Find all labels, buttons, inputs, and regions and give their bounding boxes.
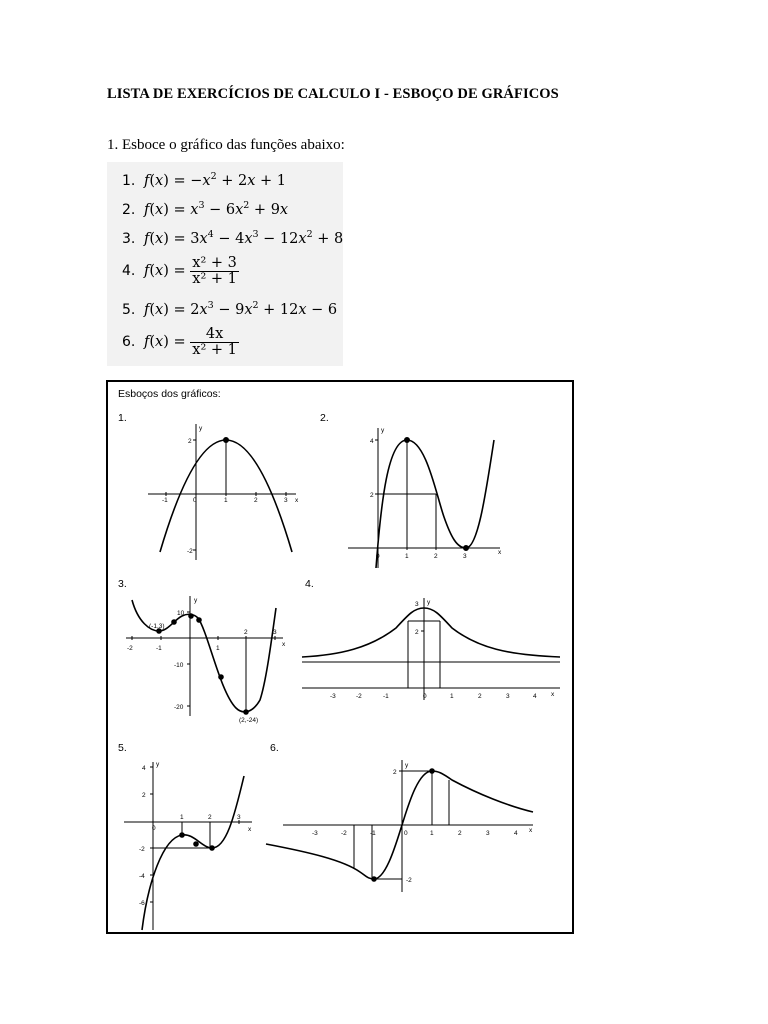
equation-5: 5. $f(x) = 2x^3 - 9x^2 + 12x - 6$ [122,300,338,318]
graph-1-y-label: y [199,425,203,432]
graph-1-tick-x-2: 2 [254,497,258,504]
graph-1-tick-x-3: 3 [284,497,288,504]
graph-3-y-label: y [194,597,198,604]
graph-5-tick-y-neg6: -6 [139,900,145,907]
graph-2-tick-y-4: 4 [370,438,374,445]
graph-5-curve [142,776,244,930]
graph-5-tick-y-2: 2 [142,792,146,799]
graph-3-tick-x-2: 2 [244,629,248,636]
graph-3-x-label: x [282,641,286,648]
graph-2-curve [376,440,494,568]
graph-3-point-min [244,710,249,715]
graph-2-tick-x-2: 2 [434,553,438,560]
graph-3-tick-x-neg2: -2 [127,645,133,652]
graph-5-tick-y-neg2: -2 [139,846,145,853]
graph-4-tick-x-4: 4 [533,693,537,700]
graph-6-tick-x-3: 3 [486,830,490,837]
graph-4-tick-x-neg1: -1 [383,693,389,700]
sketch-label-1: 1. [118,412,127,424]
graph-1-tick-y-2: 2 [188,438,192,445]
graph-3-tick-y-neg20: -20 [174,704,184,711]
fraction-6: $\frac{4x}{\text{x² + 1}}$ [192,326,237,358]
graph-3-tick-y-10: 10 [177,610,185,617]
graph-3-point-e [219,675,224,680]
graph-1-tick-x-0: 0 [193,497,197,504]
graph-5-tick-y-neg4: -4 [139,873,145,880]
graph-1-tick-x-1: 1 [224,497,228,504]
graph-sketches-panel [106,380,574,934]
instruction-text: 1. Esboce o gráfico das funções abaixo: [107,137,345,153]
graph-2-tick-x-1: 1 [405,553,409,560]
equation-6: 6. f(x) = $\frac{4x}{\text{x² + 1}}$ [122,326,237,358]
graph-2-tick-y-2: 2 [370,492,374,499]
graph-4-curve [302,608,560,657]
graph-2-x-label: x [498,549,502,556]
graph-3-tick-y-neg10: -10 [174,662,184,669]
graph-3-curve [132,600,276,712]
equations-image [107,162,343,366]
graph-6-tick-y-neg2: -2 [406,877,412,884]
graph-6-tick-x-2: 2 [458,830,462,837]
sketch-label-3: 3. [118,578,127,590]
sketch-label-5: 5. [118,742,127,754]
graph-2-tick-x-0: 0 [376,553,380,560]
equation-2: 2. $f(x) = x^3 - 6x^2 + 9x$ [122,200,289,218]
graph-6-tick-x-1: 1 [430,830,434,837]
graph-6-point-min [372,877,377,882]
sketch-label-6: 6. [270,742,279,754]
graph-4-tick-x-3: 3 [506,693,510,700]
graph-5-point-inflect [194,842,199,847]
sketch-label-2: 2. [320,412,329,424]
graph-3-point-b [172,620,177,625]
graph-3-annotation-a: (-1,3) [149,623,165,630]
graph-5 [124,761,252,930]
graph-2-tick-x-3: 3 [463,553,467,560]
graph-2-y-label: y [381,427,385,434]
graph-6-tick-x-neg1: -1 [370,830,376,837]
graph-5-tick-x-3: 3 [237,814,241,821]
graph-5-tick-x-0: 0 [152,825,156,832]
graph-1-tick-x-neg1: -1 [162,497,168,504]
graph-6-tick-x-4: 4 [514,830,518,837]
graph-4-tick-x-0: 0 [423,693,427,700]
graph-3-tick-x-3: 3 [273,629,277,636]
graph-5-point-max [180,833,185,838]
graph-4-tick-x-1: 1 [450,693,454,700]
graph-6-tick-y-2: 2 [393,769,397,776]
graph-6 [266,760,533,892]
graph-1-x-label: x [295,497,299,504]
equation-3: 3. $f(x) = 3x^4 - 4x^3 - 12x^2 + 8$ [122,229,344,247]
graph-3-point-d [197,618,202,623]
graph-3-annotation-min: (2,-24) [239,717,259,724]
equation-4: 4. f(x) = $\frac{\text{x² + 3}}{\text{x² + 1}}$ [122,255,237,287]
graph-6-tick-x-0: 0 [404,830,408,837]
graph-3-point-c [189,614,194,619]
sketches-heading: Esboços dos gráficos: [118,388,221,400]
graph-4-y-label: y [427,599,431,606]
graph-6-tick-x-neg3: -3 [312,830,318,837]
graph-3-tick-x-1: 1 [216,645,220,652]
graph-6-x-label: x [529,827,533,834]
graph-5-tick-y-4: 4 [142,765,146,772]
graph-4-tick-y-2: 2 [415,629,419,636]
graph-4 [302,598,560,700]
sketch-graphs-svg [108,382,572,932]
equation-1: 1. $f(x) = -x^2 + 2x + 1$ [122,171,287,189]
graph-6-point-max [430,769,435,774]
page-title: LISTA DE EXERCÍCIOS DE CALCULO I - ESBOÇO DE GRÁFICOS [107,86,559,102]
fraction-4: $\frac{\text{x² + 3}}{\text{x² + 1}}$ [192,255,237,287]
graph-1 [148,424,299,560]
graph-1-point [224,438,229,443]
graph-5-tick-x-2: 2 [208,814,212,821]
graph-2-point-max [405,438,410,443]
graph-4-tick-x-2: 2 [478,693,482,700]
graph-5-tick-x-1: 1 [180,814,184,821]
graph-2-point-min [464,546,469,551]
graph-1-tick-y-neg2: -2 [187,548,193,555]
graph-4-tick-y-3: 3 [415,601,419,608]
graph-3 [126,596,286,724]
graph-6-y-label: y [405,762,409,769]
graph-4-x-label: x [551,691,555,698]
graph-5-y-label: y [156,761,160,768]
graph-3-tick-x-neg1: -1 [156,645,162,652]
sketch-label-4: 4. [305,578,314,590]
graph-4-tick-x-neg2: -2 [356,693,362,700]
graph-4-tick-x-neg3: -3 [330,693,336,700]
graph-2 [348,427,502,568]
graph-6-tick-x-neg2: -2 [341,830,347,837]
graph-5-point-min [210,846,215,851]
graph-5-x-label: x [248,826,252,833]
